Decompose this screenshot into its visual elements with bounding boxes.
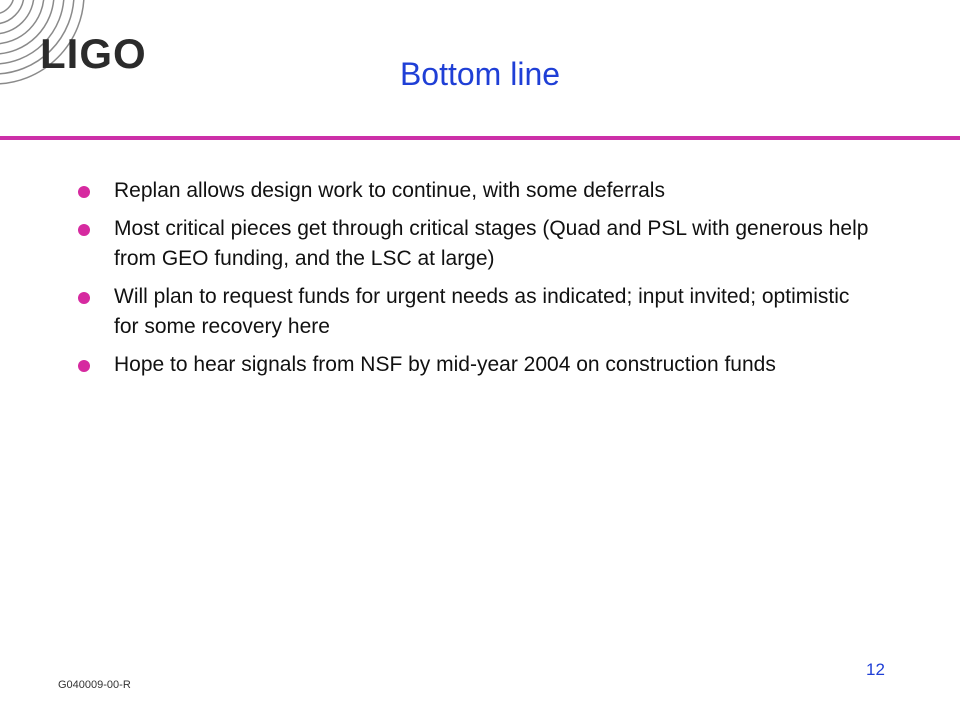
document-id: G040009-00-R [58, 679, 131, 691]
bullet-item [78, 176, 878, 206]
title-divider [0, 136, 960, 140]
ligo-logo: LIGO [40, 30, 147, 77]
bullet-text: Most critical pieces get through critical stages (Quad and PSL with generous help from GEO funding, and the LSC at large) [114, 217, 869, 270]
bullet-text: Replan allows design work to continue, with some deferrals [114, 179, 665, 202]
bullet-dot-icon [78, 224, 90, 236]
page-number: 12 [866, 660, 885, 679]
bullet-dot-icon [78, 292, 90, 304]
bullet-dot-icon [78, 186, 90, 198]
bullet-dot-icon [78, 360, 90, 372]
bullet-list [78, 176, 878, 388]
bullet-text: Hope to hear signals from NSF by mid-year 2004 on construction funds [114, 353, 776, 376]
bullet-item [78, 282, 878, 342]
slide-title: Bottom line [399, 56, 561, 92]
bullet-text: Will plan to request funds for urgent needs as indicated; input invited; optimistic for some recovery here [114, 285, 850, 338]
bullet-item [78, 350, 878, 380]
bullet-item [78, 214, 878, 274]
